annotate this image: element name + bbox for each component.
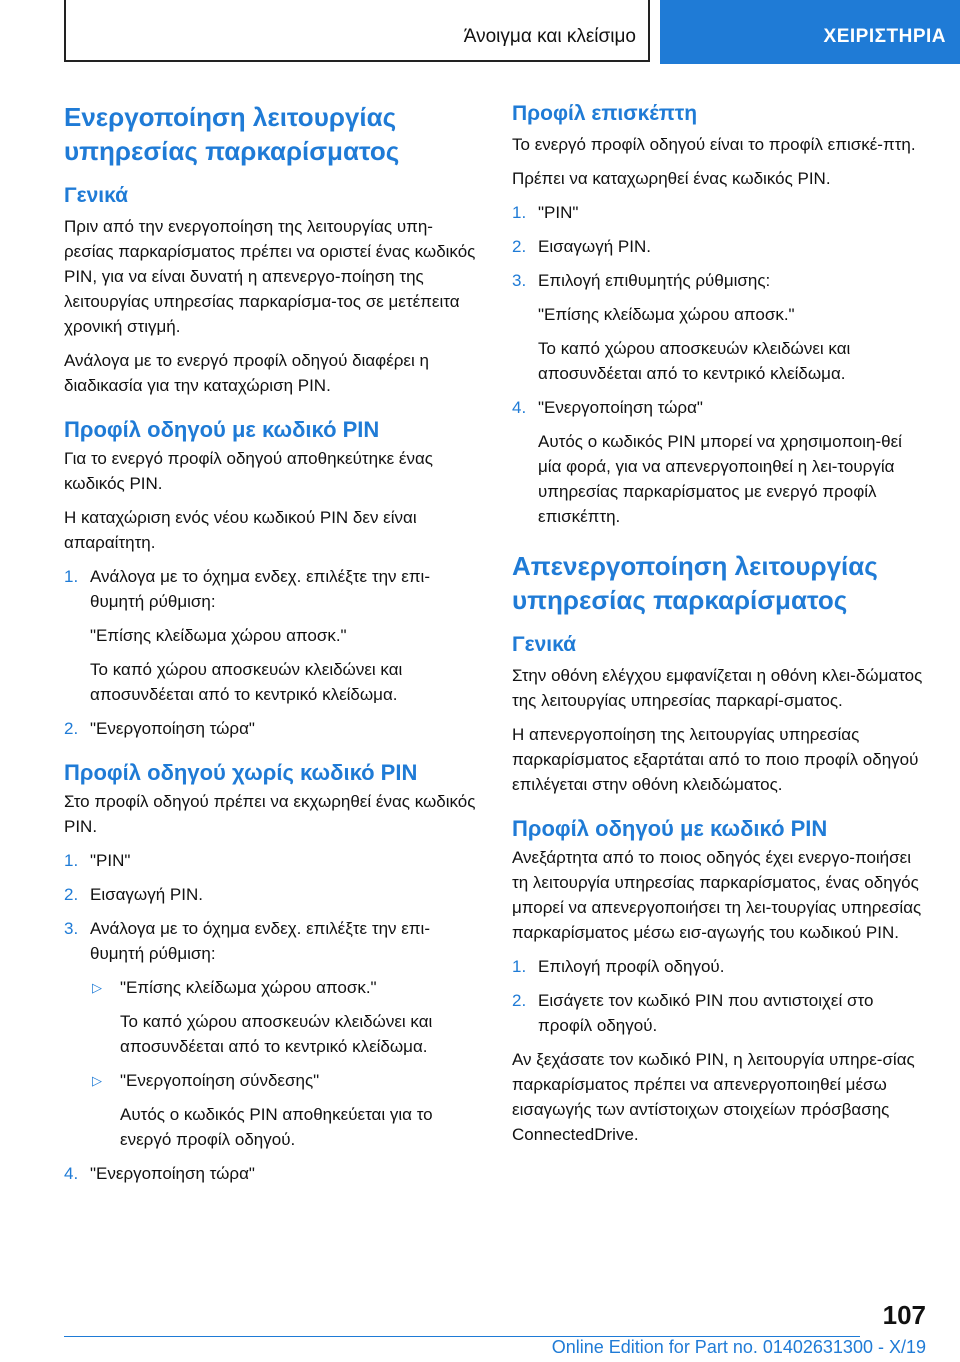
steps-list	[512, 200, 926, 529]
edition-note: Online Edition for Part no. 01402631300 - X/19	[551, 1337, 926, 1357]
paragraph: Η απενεργοποίηση της λειτουργίας υπηρεσίας παρκαρίσματος εξαρτάται από το ποιο προφίλ οδηγού επιλέγεται στην οθόνη κλειδώματος.	[512, 725, 919, 794]
left-column	[64, 100, 478, 1195]
list-item	[64, 716, 478, 741]
step-note: Το καπό χώρου αποσκευών κλειδώνει και αποσυνδέεται από το κεντρικό κλείδωμα.	[90, 660, 403, 704]
step-number: 4.	[512, 398, 527, 417]
step-number: 2.	[512, 237, 527, 256]
heading-profile-with-pin: Προφίλ οδηγού με κωδικό PIN	[64, 417, 380, 442]
triangle-bullet-icon: ▷	[92, 980, 102, 995]
heading-general: Γενικά	[64, 184, 129, 207]
sub-text: "Ενεργοποίηση σύνδεσης"	[120, 1071, 320, 1090]
list-item	[64, 916, 478, 1152]
sub-text: "Επίσης κλείδωμα χώρου αποσκ."	[120, 978, 377, 997]
step-number: 4.	[64, 1164, 79, 1183]
steps-list	[64, 848, 478, 1186]
heading-general: Γενικά	[512, 633, 577, 656]
step-quote: "Επίσης κλείδωμα χώρου αποσκ."	[90, 626, 347, 645]
step-text: "Ενεργοποίηση τώρα"	[538, 398, 703, 417]
paragraph: Στην οθόνη ελέγχου εμφανίζεται η οθόνη κλει-δώματος της λειτουργίας υπηρεσίας παρκαρί-σματος.	[512, 666, 923, 710]
step-text: "PIN"	[90, 851, 131, 870]
list-item	[512, 234, 926, 259]
paragraph: Στο προφίλ οδηγού πρέπει να εκχωρηθεί ένας κωδικός PIN.	[64, 792, 476, 836]
step-note: Το καπό χώρου αποσκευών κλειδώνει και αποσυνδέεται από το κεντρικό κλείδωμα.	[538, 339, 851, 383]
paragraph: Το ενεργό προφίλ οδηγού είναι το προφίλ επισκέ-πτη.	[512, 135, 916, 154]
step-note: Αυτός ο κωδικός PIN μπορεί να χρησιμοποιη-θεί μία φορά, για να απενεργοποιηθεί η λει-τουργία υπηρεσίας παρκαρίσματος με ενεργό προφίλ επισκέπτη.	[538, 432, 902, 526]
list-item	[64, 882, 478, 907]
paragraph: Ανάλογα με το ενεργό προφίλ οδηγού διαφέρει η διαδικασία για την καταχώριση PIN.	[64, 351, 429, 395]
step-text: Εισαγωγή PIN.	[538, 237, 651, 256]
heading-profile-with-pin: Προφίλ οδηγού με κωδικό PIN	[512, 816, 828, 841]
sub-item	[90, 1068, 478, 1152]
sub-note: Αυτός ο κωδικός PIN αποθηκεύεται για το ενεργό προφίλ οδηγού.	[120, 1105, 433, 1149]
steps-list	[64, 564, 478, 741]
chapter-tab	[660, 0, 960, 64]
sub-note: Το καπό χώρου αποσκευών κλειδώνει και αποσυνδέεται από το κεντρικό κλείδωμα.	[120, 1012, 433, 1056]
step-text: Επιλογή επιθυμητής ρύθμισης:	[538, 271, 771, 290]
step-text: Εισάγετε τον κωδικό PIN που αντιστοιχεί στο προφίλ οδηγού.	[538, 991, 874, 1035]
paragraph: Αν ξεχάσατε τον κωδικό PIN, η λειτουργία υπηρε-σίας παρκαρίσματος πρέπει να απενεργοποιηθεί μέσω εισαγωγής των αντίστοιχων στοιχείων πρόσβασης ConnectedDrive.	[512, 1050, 915, 1144]
step-number: 1.	[512, 957, 527, 976]
heading-guest-profile: Προφίλ επισκέπτη	[512, 102, 698, 125]
right-column	[512, 100, 926, 1156]
list-item	[512, 395, 926, 529]
step-text: "Ενεργοποίηση τώρα"	[90, 719, 255, 738]
heading-profile-without-pin: Προφίλ οδηγού χωρίς κωδικό PIN	[64, 760, 418, 785]
step-number: 2.	[64, 885, 79, 904]
step-number: 2.	[64, 719, 79, 738]
triangle-bullet-icon: ▷	[92, 1073, 102, 1088]
heading-activate: Ενεργοποίηση λειτουργίας υπηρεσίας παρκαρίσματος	[64, 102, 400, 166]
list-item	[64, 564, 478, 707]
section-title: Άνοιγμα και κλείσιμο	[463, 26, 636, 47]
step-number: 2.	[512, 991, 527, 1010]
step-text: Ανάλογα με το όχημα ενδεχ. επιλέξτε την επι-θυμητή ρύθμιση:	[90, 567, 430, 611]
paragraph: Ανεξάρτητα από το ποιος οδηγός έχει ενεργο-ποιήσει τη λειτουργία υπηρεσίας παρκαρίσματος, ένας οδηγός μπορεί να απενεργοποιήσει τη λει-τουργίας υπηρεσίας παρκαρίσματος μέσω εισ-αγωγής του κωδικού PIN.	[512, 848, 922, 942]
step-quote: "Επίσης κλείδωμα χώρου αποσκ."	[538, 305, 795, 324]
list-item	[512, 988, 926, 1038]
page-header	[0, 0, 960, 64]
step-text: "Ενεργοποίηση τώρα"	[90, 1164, 255, 1183]
step-number: 3.	[512, 271, 527, 290]
paragraph: Για το ενεργό προφίλ οδηγού αποθηκεύτηκε ένας κωδικός PIN.	[64, 449, 433, 493]
list-item	[512, 268, 926, 386]
step-number: 1.	[64, 567, 79, 586]
list-item	[64, 848, 478, 873]
steps-list	[512, 954, 926, 1038]
step-number: 1.	[512, 203, 527, 222]
sub-item	[90, 975, 478, 1059]
step-text: Επιλογή προφίλ οδηγού.	[538, 957, 725, 976]
step-text: Εισαγωγή PIN.	[90, 885, 203, 904]
paragraph: Πρέπει να καταχωρηθεί ένας κωδικός PIN.	[512, 169, 831, 188]
list-item	[512, 954, 926, 979]
step-number: 3.	[64, 919, 79, 938]
paragraph: Πριν από την ενεργοποίηση της λειτουργίας υπη-ρεσίας παρκαρίσματος πρέπει να οριστεί ένας κωδικός PIN, για να είναι δυνατή η απενεργο-ποίηση της λειτουργίας υπηρεσίας παρκαρίσμα-τος σε μετέπειτα χρονική στιγμή.	[64, 217, 476, 336]
heading-deactivate: Απενεργοποίηση λειτουργίας υπηρεσίας παρκαρίσματος	[512, 551, 878, 615]
chapter-tab-label: ΧΕΙΡΙΣΤΗΡΙΑ	[823, 26, 946, 47]
paragraph: Η καταχώριση ενός νέου κωδικού PIN δεν είναι απαραίτητη.	[64, 508, 417, 552]
page-number: 107	[882, 1300, 926, 1330]
list-item	[64, 1161, 478, 1186]
step-text: "PIN"	[538, 203, 579, 222]
step-number: 1.	[64, 851, 79, 870]
list-item	[512, 200, 926, 225]
step-text: Ανάλογα με το όχημα ενδεχ. επιλέξτε την επι-θυμητή ρύθμιση:	[90, 919, 430, 963]
